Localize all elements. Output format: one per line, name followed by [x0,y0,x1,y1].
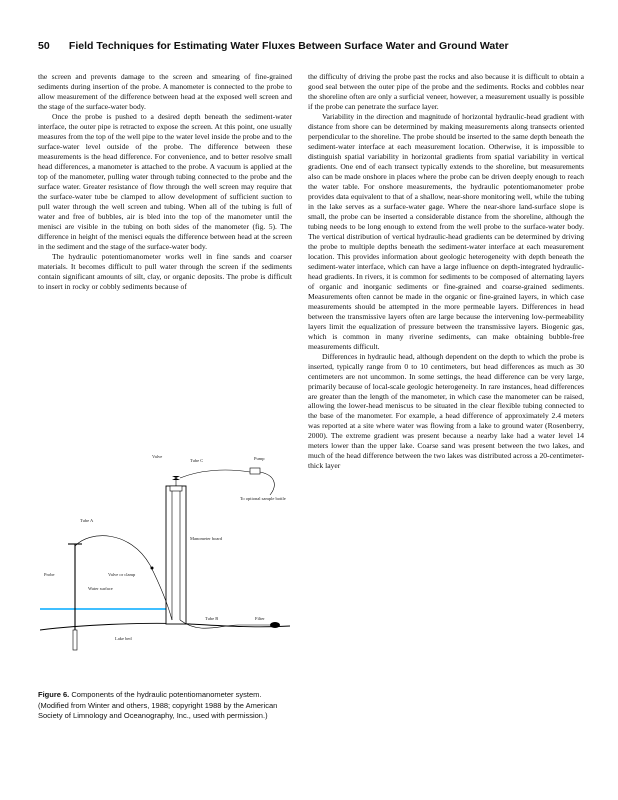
manometer-board [166,486,186,624]
label-sample-bottle: To optional sample bottle [240,496,286,501]
label-filter: Filter [255,616,265,621]
right-column [308,72,584,772]
running-header [38,40,583,52]
filter-icon [270,622,280,628]
tube-a [75,536,172,620]
lake-bed-line [40,623,290,630]
figure-caption-text: Components of the hydraulic potentiomanometer system. (Modified from Winter and others, 1988; copyright 1988 by the American Society of Limnology and Oceanography, Inc., used with permission.) [38,690,278,720]
potentiomanometer-diagram [40,440,290,690]
label-valve: Valve [152,454,163,459]
right-paragraph-1: the difficulty of driving the probe past the rocks and also because it is difficult to obtain a good seal between the outer pipe of the probe and the sediments. Rocks and cobbles near the shoreline often are only a surficial veneer, however, a measurement usually is possible if the probe can penetrate the surface layer. [308,72,584,111]
probe-screen [73,630,77,650]
label-tube-a: Tube A [80,518,94,523]
label-probe: Probe [44,572,55,577]
right-paragraph-3: Differences in hydraulic head, although dependent on the depth to which the probe is inserted, typically range from 0 to 10 centimeters, but head differences as much as 30 centimeters are not uncommon. In some settings, the head difference can be very large, primarily because of local-scale geologic heterogeneity. In rare instances, head differences are greater than the length of the manometer, in which case the manometer can be raised, allowing the lower-head meniscus to be situated in the clear flexible tubing connected to the base of the manometer. For example, a head difference of approximately 2.4 meters was reported at a site where water was flowing from a lake to ground water (Rosenberry, 2000). The extreme gradient was present because a nearby lake had a water level 14 meters lower than the upper lake. Coarse sand was present between the two lakes, and much of the head difference between the two lakes was distributed across a 20-centimeter-thick layer [308,351,584,471]
running-title: Field Techniques for Estimating Water Fluxes Between Surface Water and Ground Water [68,40,509,52]
label-tube-b: Tube B [205,616,219,621]
page-number: 50 [38,40,50,52]
pump-icon [250,468,260,474]
label-manometer-board: Manometer board [190,536,223,541]
left-paragraph-1: the screen and prevents damage to the screen and smearing of fine-grained sediments during insertion of the probe. A manometer is connected to the probe to allow measurement of the difference between head at the exposed well screen and the stage of the surface-water body. [38,72,292,111]
right-paragraph-2: Variability in the direction and magnitude of horizontal hydraulic-head gradient with distance from shore can be determined by making measurements along transects oriented perpendicular to the shoreline. The probe should be inserted to the same depth beneath the sediment-water interface at each measurement location. Otherwise, it is impossible to distinguish spatial variability in horizontal gradients from spatial variability in vertical gradients. One end of each transect typically extends to the shoreline, but measurements also can be made onshore in places where the probe can be driven deeply enough to reach the water table. For onshore measurements, the hydraulic potentiomanometer probe provides data equivalent to that of a shallow, near-shore monitoring well, while the tubing in the lake serves as a surface-water gage. Where the near-shore land-surface slope is small, the probe can be inserted a considerable distance from the shoreline, although the tubing needs to be long enough to extend from the well probe to the surface-water body. The vertical distribution of vertical hydraulic-head gradients can be determined by driving the probe to multiple depths beneath the sediment-water interface at each measurement location. This provides information about geologic heterogeneity with depth beneath the sediment-water interface, which can have a large influence on depth-integrated hydraulic-head gradients. In rivers, it is common for sediments to be composed of alternating layers of organic and inorganic sediments or fine-grained and coarse-grained sediments. Measurements often cannot be made in the organic or fine-grained layers, in which case measurements should be attempted in the more permeable layers. Differences in head between the transmissive layers often are large because the intervening low-permeability layers limit the equalization of pressure between the transmissive layers. Biogenic gas, which is common in many riverine sediments, can make obtaining bubble-free measurements difficult. [308,111,584,351]
clamp-icon [151,567,154,570]
figure-caption [38,690,294,722]
label-tube-c: Tube C [190,458,204,463]
label-water-surface: Water surface [88,586,113,591]
left-column [38,72,292,412]
label-pump: Pump [254,456,265,461]
manometer-top-fitting [170,486,182,491]
left-paragraph-2: Once the probe is pushed to a desired depth beneath the sediment-water interface, the outer pipe is retracted to expose the screen. At this point, one usually measures from the top of the well pipe to the water level inside the probe and to the surface-water level outside of the probe. The difference between these measurements is the head difference. For convenience, and to better resolve small head differences, a manometer is attached to the probe. A vacuum is applied at the top of the manometer, pulling water through tubing connected to the probe and the surface water. Greater resistance of flow through the well screen may require that the surface-water tube be clamped to allow development of sufficient suction to pull water through the well screen and tubing. When all of the tubing is full of water and free of bubbles, air is bled into the top of the manometer until the menisci are visible in the tubing on both sides of the manometer (fig. 5). The difference in height of the menisci equals the difference between head at the screen in the sediment and the stage of the surface-water body. [38,111,292,251]
valve-top-icon [172,476,180,480]
sample-bottle-line [260,472,274,495]
figure-caption-label: Figure 6. [38,690,70,699]
tube-c [180,470,250,478]
left-paragraph-3: The hydraulic potentiomanometer works well in fine sands and coarser materials. It becomes difficult to pull water through the screen if the sediments contain significant amounts of silt, clay, or organic deposits. The probe is difficult to insert in rocky or cobbly sediments because of [38,251,292,291]
label-lake-bed: Lake bed [115,636,132,641]
label-valve-clamp: Valve or clamp [108,572,136,577]
